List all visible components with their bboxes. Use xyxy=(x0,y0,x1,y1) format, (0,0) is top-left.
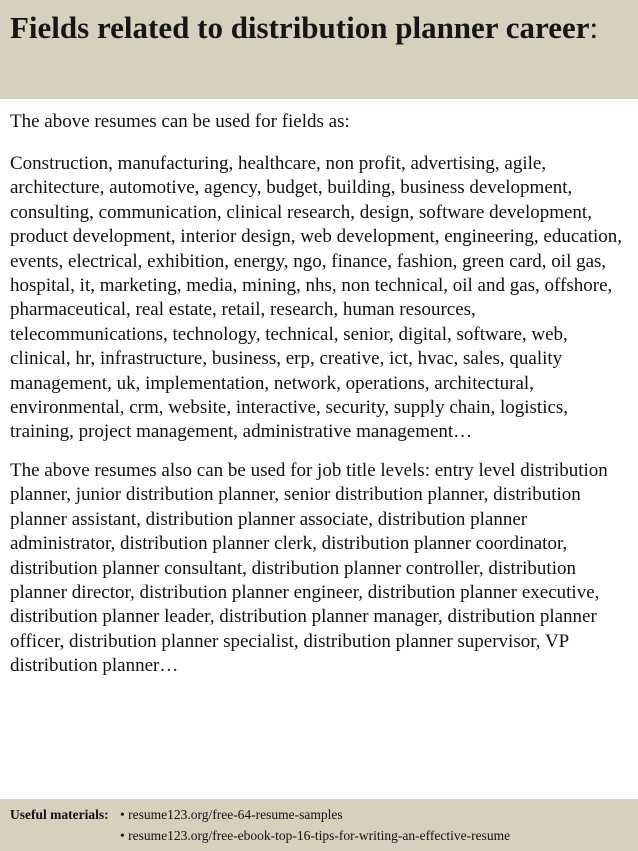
page-title-colon: : xyxy=(589,10,599,45)
main-content xyxy=(10,110,632,679)
footer-row-1 xyxy=(10,804,638,825)
page-title xyxy=(10,8,628,48)
intro-text: The above resumes can be used for fields as: xyxy=(10,111,350,132)
footer-link-resume-samples[interactable]: • resume123.org/free-64-resume-samples xyxy=(120,807,343,822)
footer-spacer xyxy=(10,825,120,846)
fields-paragraph: Construction, manufacturing, healthcare, non profit, advertising, agile, architecture, automotive, agency, budget, building, business development, consulting, communication, clinical research, design, software development, product development, interior design, web development, engineering, education, events, electrical, exhibition, energy, ngo, finance, fashion, green card, oil gas, hospital, it, marketing, media, mining, nhs, non technical, oil and gas, offshore, pharmaceutical, real estate, retail, research, human resources, telecommunications, technology, technical, senior, digital, software, web, clinical, hr, infrastructure, business, erp, creative, ict, hvac, sales, quality management, uk, implementation, network, operations, architectural, environmental, crm, website, interactive, security, supply chain, logistics, training, project management, administrative management… xyxy=(10,153,623,443)
footer-link-ebook[interactable]: • resume123.org/free-ebook-top-16-tips-for-writing-an-effective-resume xyxy=(120,828,511,843)
footer-row-2 xyxy=(10,825,638,846)
title-banner xyxy=(0,0,638,99)
footer-label: Useful materials: xyxy=(10,807,109,822)
footer-banner xyxy=(0,799,638,851)
page-title-text: Fields related to distribution planner career xyxy=(10,10,590,45)
job-levels-paragraph: The above resumes also can be used for job title levels: entry level distribution planner, junior distribution planner, senior distribution planner, distribution planner assistant, distribution planner associate, distribution planner administrator, distribution planner clerk, distribution planner coordinator, distribution planner consultant, distribution planner controller, distribution planner director, distribution planner engineer, distribution planner executive, distribution planner leader, distribution planner manager, distribution planner officer, distribution planner specialist, distribution planner supervisor, VP distribution planner… xyxy=(10,459,608,677)
